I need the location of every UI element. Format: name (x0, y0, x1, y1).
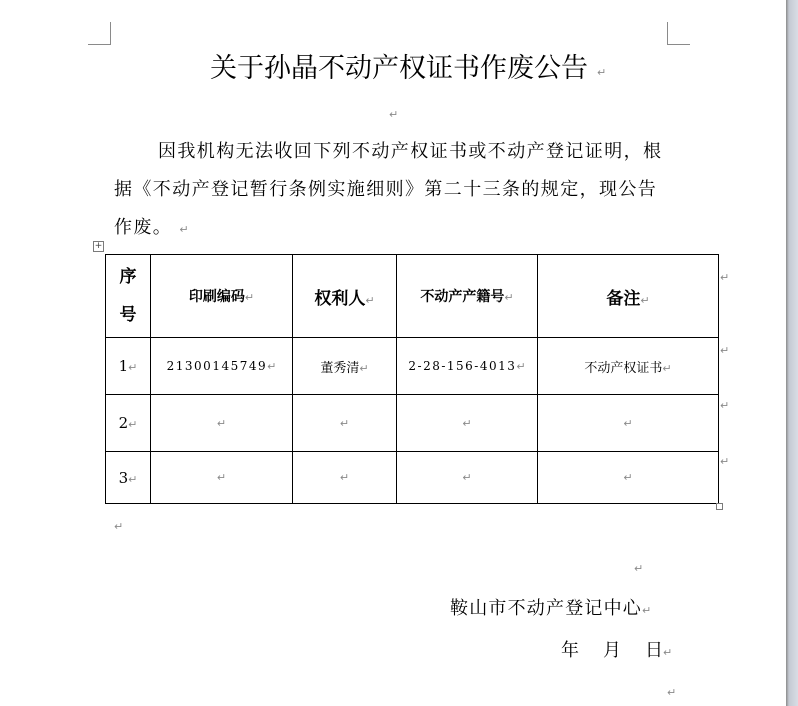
header-print-code: 印刷编码 (188, 289, 245, 305)
table-header-row (106, 255, 719, 338)
table-cell[interactable] (106, 395, 151, 452)
row-property-no: 2-28-156-4013 (408, 358, 517, 373)
paragraph-mark-icon: ↵ (128, 361, 138, 374)
issuing-organization[interactable]: 鞍山市不动产登记中心↵ (450, 598, 653, 619)
paragraph-mark-icon: ↵ (623, 416, 633, 430)
paragraph-mark-icon: ↵ (597, 66, 607, 79)
paragraph-mark-icon: ↵ (359, 361, 369, 375)
row-seq: 1 (118, 357, 129, 375)
document-title[interactable]: 关于孙晶不动产权证书作废公告 (210, 53, 588, 84)
row-holder: 董秀清 (320, 360, 360, 376)
certificate-table (105, 254, 719, 504)
paragraph-mark-icon: ↵ (339, 471, 350, 484)
table-header-cell[interactable] (538, 255, 719, 338)
paragraph-mark-icon: ↵ (128, 418, 138, 431)
paragraph-mark-icon: ↵ (216, 471, 227, 484)
row-end-mark-icon: ↵ (720, 399, 730, 412)
table-cell[interactable] (106, 452, 151, 504)
window-right-edge (786, 0, 798, 706)
table-cell[interactable] (538, 452, 719, 504)
table-cell[interactable] (106, 338, 151, 395)
paragraph-mark-icon: ↵ (634, 562, 644, 575)
row-remark: 不动产权证书 (584, 360, 663, 376)
paragraph-mark-icon: ↵ (462, 471, 472, 484)
page-corner-mark-top-right (667, 22, 690, 45)
paragraph-mark-icon: ↵ (663, 646, 673, 659)
paragraph-mark-icon: ↵ (389, 108, 399, 121)
table-move-handle-icon[interactable]: + (94, 241, 103, 251)
paragraph-mark-icon: ↵ (339, 416, 350, 430)
paragraph-mark-icon: ↵ (128, 472, 138, 486)
paragraph-mark-icon: ↵ (365, 293, 375, 307)
row-end-mark-icon: ↵ (720, 271, 730, 284)
table-cell[interactable] (397, 338, 538, 395)
paragraph-mark-icon: ↵ (244, 291, 255, 304)
header-remark: 备注 (606, 288, 641, 309)
row-print-code: 21300145749 (166, 358, 268, 373)
table-header-cell[interactable] (397, 255, 538, 338)
header-seq: 序号 (119, 267, 137, 325)
paragraph-mark-icon: ↵ (114, 520, 124, 533)
table-resize-handle-icon[interactable] (716, 503, 723, 510)
row-end-mark-icon: ↵ (720, 344, 730, 357)
header-property-no: 不动产产籍号 (420, 289, 505, 305)
table-row (106, 395, 719, 452)
page-corner-mark-top-left (88, 22, 111, 45)
table-cell[interactable] (151, 395, 293, 452)
table-cell[interactable] (397, 395, 538, 452)
paragraph-mark-icon: ↵ (623, 471, 633, 484)
table-cell[interactable] (538, 338, 719, 395)
row-end-mark-icon: ↵ (720, 455, 730, 468)
row-seq: 3 (118, 468, 129, 487)
notice-body-paragraph[interactable]: 因我机构无法收回下列不动产权证书或不动产登记证明，根据《不动产登记暂行条例实施细则》第二十三条的规定，现公告作废。 ↵ (114, 141, 663, 238)
table-header-cell[interactable] (106, 255, 151, 338)
table-header-cell[interactable] (151, 255, 293, 338)
header-holder: 权利人 (314, 288, 366, 309)
paragraph-mark-icon: ↵ (516, 359, 526, 373)
paragraph-mark-icon: ↵ (267, 359, 277, 373)
paragraph-mark-icon: ↵ (504, 291, 514, 304)
table-cell[interactable] (151, 452, 293, 504)
table-cell[interactable] (151, 338, 293, 395)
row-seq: 2 (118, 414, 129, 432)
paragraph-mark-icon: ↵ (662, 361, 672, 375)
table-cell[interactable] (397, 452, 538, 504)
paragraph-mark-icon: ↵ (667, 686, 677, 699)
paragraph-mark-icon: ↵ (642, 604, 653, 617)
table-cell[interactable] (538, 395, 719, 452)
paragraph-mark-icon: ↵ (640, 293, 650, 307)
table-row (106, 338, 719, 395)
issue-date[interactable]: 年 月 日↵ (561, 640, 673, 661)
table-header-cell[interactable] (293, 255, 397, 338)
paragraph-mark-icon: ↵ (216, 416, 227, 430)
paragraph-mark-icon: ↵ (179, 223, 190, 236)
paragraph-mark-icon: ↵ (462, 416, 472, 430)
table-cell[interactable] (293, 395, 397, 452)
table-cell[interactable] (293, 452, 397, 504)
table-cell[interactable] (293, 338, 397, 395)
table-row (106, 452, 719, 504)
